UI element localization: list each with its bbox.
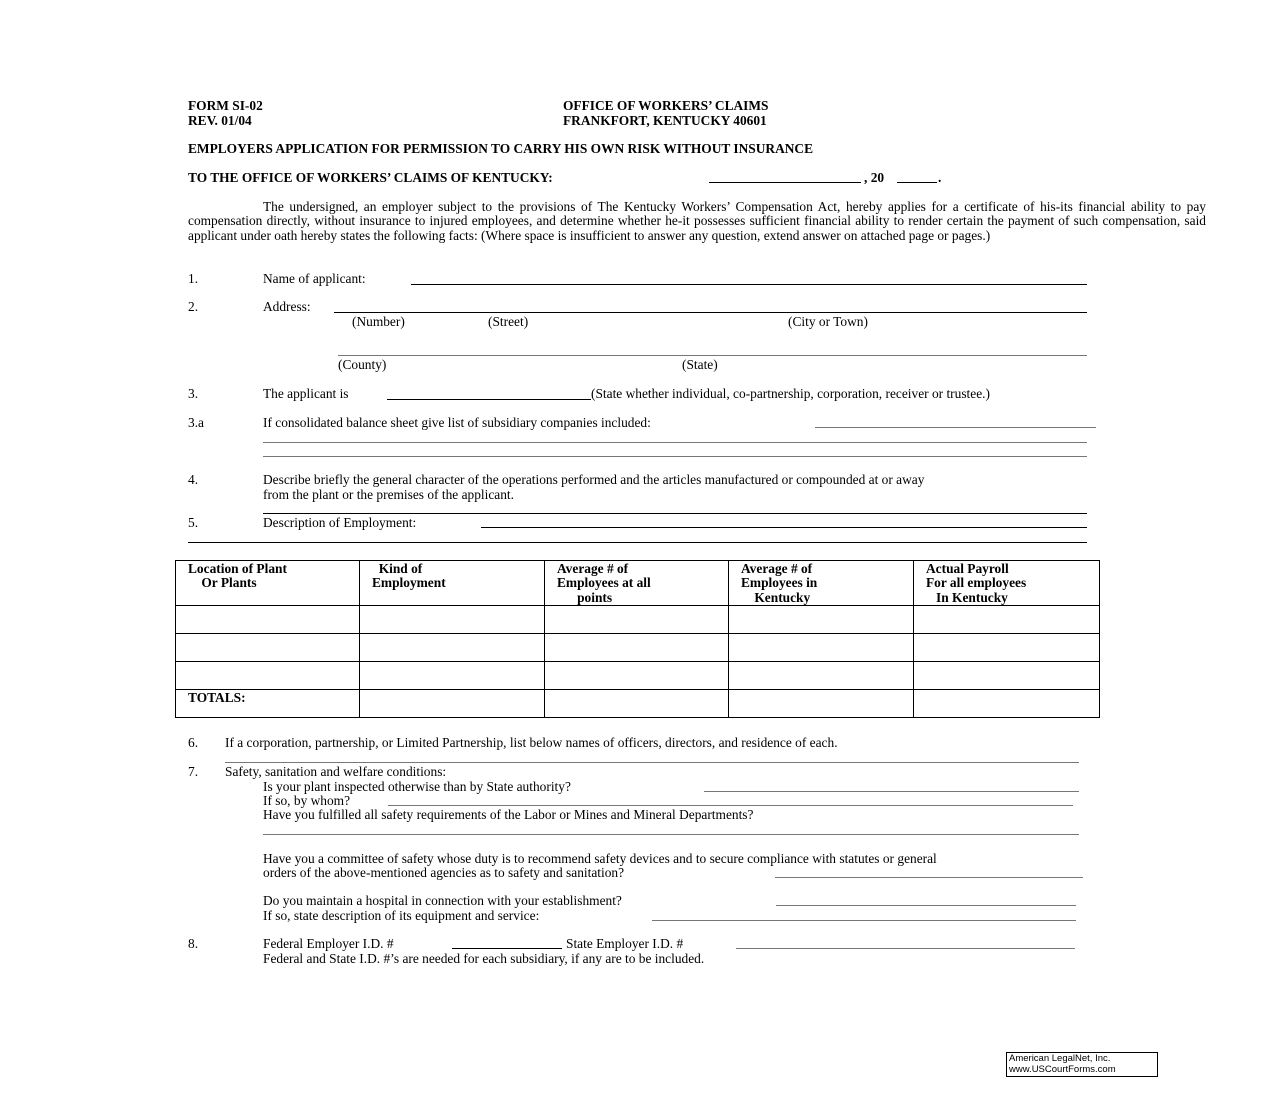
branding-company: American LegalNet, Inc.	[1009, 1053, 1111, 1064]
hospital-desc-field[interactable]	[652, 920, 1076, 921]
committee-field[interactable]	[775, 877, 1083, 878]
q7-number: 7.	[188, 764, 199, 779]
hospital-field[interactable]	[776, 905, 1076, 906]
year-field[interactable]	[897, 182, 937, 183]
table-cell[interactable]	[914, 606, 1100, 634]
q7-committee-line2: orders of the above-mentioned agencies as to safety and sanitation?	[263, 865, 625, 880]
table-cell[interactable]	[914, 690, 1100, 718]
q7-hospital-desc: If so, state description of its equipment and service:	[263, 908, 540, 923]
q2-number: 2.	[188, 299, 199, 314]
q3a-label: If consolidated balance sheet give list of subsidiary companies included:	[263, 415, 651, 430]
addressee-label: TO THE OFFICE OF WORKERS’ CLAIMS OF KENTUCKY:	[188, 170, 553, 185]
q4-number: 4.	[188, 472, 199, 487]
table-cell[interactable]	[729, 634, 914, 662]
q3-number: 3.	[188, 386, 199, 401]
employment-field-1[interactable]	[481, 527, 1087, 528]
q7-inspected: Is your plant inspected otherwise than by State authority?	[263, 779, 571, 794]
table-cell[interactable]	[545, 606, 729, 634]
employment-field-2[interactable]	[188, 542, 1087, 543]
table-cell[interactable]	[914, 634, 1100, 662]
by-whom-field[interactable]	[388, 805, 1073, 806]
table-cell[interactable]	[545, 690, 729, 718]
table-cell[interactable]	[360, 606, 545, 634]
address-city-caption: (City or Town)	[788, 314, 868, 329]
state-id-field[interactable]	[736, 948, 1075, 949]
date-field[interactable]	[709, 182, 861, 183]
plants-table	[175, 560, 1100, 718]
address-state-caption: (State)	[682, 357, 718, 372]
totals-row	[176, 690, 1100, 718]
table-cell[interactable]	[729, 662, 914, 690]
header-kind: Kind of Employment	[360, 561, 545, 606]
table-cell[interactable]	[729, 690, 914, 718]
address-county-caption: (County)	[338, 357, 387, 372]
q2-label: Address:	[263, 299, 311, 314]
table-cell[interactable]	[176, 634, 360, 662]
address-number-caption: (Number)	[352, 314, 405, 329]
applicant-type-field[interactable]	[387, 399, 591, 400]
header-payroll: Actual Payroll For all employees In Kentucky	[914, 561, 1100, 606]
address-street-field[interactable]	[334, 312, 1087, 313]
q7-label: Safety, sanitation and welfare conditions:	[225, 764, 447, 779]
table-cell[interactable]	[545, 634, 729, 662]
federal-id-field[interactable]	[452, 948, 562, 949]
branding-url: www.USCourtForms.com	[1009, 1064, 1116, 1075]
q3-label: The applicant is	[263, 386, 349, 401]
officers-field[interactable]	[225, 762, 1079, 763]
table-cell[interactable]	[176, 606, 360, 634]
q7-by-whom: If so, by whom?	[263, 793, 351, 808]
table-cell[interactable]	[360, 690, 545, 718]
q7-hospital: Do you maintain a hospital in connection with your establishment?	[263, 893, 622, 908]
table-cell[interactable]	[914, 662, 1100, 690]
q3a-number: 3.a	[188, 415, 204, 430]
address-county-field[interactable]	[338, 355, 1087, 356]
page-title: EMPLOYERS APPLICATION FOR PERMISSION TO CARRY HIS OWN RISK WITHOUT INSURANCE	[188, 141, 814, 156]
table-row	[176, 634, 1100, 662]
branding-box	[1006, 1052, 1158, 1077]
header-location: Location of Plant Or Plants	[176, 561, 360, 606]
addressee-end: .	[938, 170, 942, 185]
office-location: FRANKFORT, KENTUCKY 40601	[563, 113, 767, 128]
subsidiary-field-2[interactable]	[263, 442, 1087, 443]
q1-number: 1.	[188, 271, 199, 286]
applicant-name-field[interactable]	[411, 284, 1087, 285]
table-row	[176, 606, 1100, 634]
q7-committee-line1: Have you a committee of safety whose duty is to recommend safety devices and to secure compliance with statutes or general	[263, 851, 937, 866]
fulfilled-field[interactable]	[263, 834, 1079, 835]
table-cell[interactable]	[545, 662, 729, 690]
operations-field[interactable]	[263, 513, 1087, 514]
table-cell[interactable]	[360, 634, 545, 662]
q8-number: 8.	[188, 936, 199, 951]
subsidiary-field-1[interactable]	[815, 427, 1096, 428]
table-header-row	[176, 561, 1100, 606]
totals-label: TOTALS:	[176, 690, 360, 718]
q7-fulfilled: Have you fulfilled all safety requirements of the Labor or Mines and Mineral Departments?	[263, 807, 754, 822]
year-prefix: , 20	[864, 170, 885, 185]
office-name: OFFICE OF WORKERS’ CLAIMS	[563, 98, 769, 113]
intro-paragraph: The undersigned, an employer subject to the provisions of The Kentucky Workers’ Compensation Act, hereby applies for a certificate of his-its financial ability to pay compensation directly, without insurance to injured employees, and determine whether he-it possesses sufficient financial ability to render certain the payment of such compensation, said applicant under oath hereby states the following facts: (Where space is insufficient to answer any question, extend answer on attached page or pages.)	[188, 199, 1206, 243]
subsidiary-field-3[interactable]	[263, 456, 1087, 457]
q8-state-label: State Employer I.D. #	[566, 936, 684, 951]
q4-line1: Describe briefly the general character of the operations performed and the articles manufactured or compounded at or away	[263, 472, 925, 487]
q6-number: 6.	[188, 735, 199, 750]
q5-label: Description of Employment:	[263, 515, 417, 530]
q8-federal-label: Federal Employer I.D. #	[263, 936, 394, 951]
q4-line2: from the plant or the premises of the applicant.	[263, 487, 514, 502]
q1-label: Name of applicant:	[263, 271, 366, 286]
q5-number: 5.	[188, 515, 199, 530]
table-cell[interactable]	[360, 662, 545, 690]
table-row	[176, 662, 1100, 690]
q6-text: If a corporation, partnership, or Limited Partnership, list below names of officers, directors, and residence of each.	[225, 735, 838, 750]
table-cell[interactable]	[729, 606, 914, 634]
address-street-caption: (Street)	[488, 314, 529, 329]
header-avg-kentucky: Average # of Employees in Kentucky	[729, 561, 914, 606]
form-revision: REV. 01/04	[188, 113, 252, 128]
q8-note: Federal and State I.D. #’s are needed for each subsidiary, if any are to be included.	[263, 951, 705, 966]
table-cell[interactable]	[176, 662, 360, 690]
header-avg-all: Average # of Employees at all points	[545, 561, 729, 606]
q3-hint: (State whether individual, co-partnership, corporation, receiver or trustee.)	[591, 386, 990, 401]
form-id: FORM SI-02	[188, 98, 263, 113]
inspected-field[interactable]	[704, 791, 1079, 792]
